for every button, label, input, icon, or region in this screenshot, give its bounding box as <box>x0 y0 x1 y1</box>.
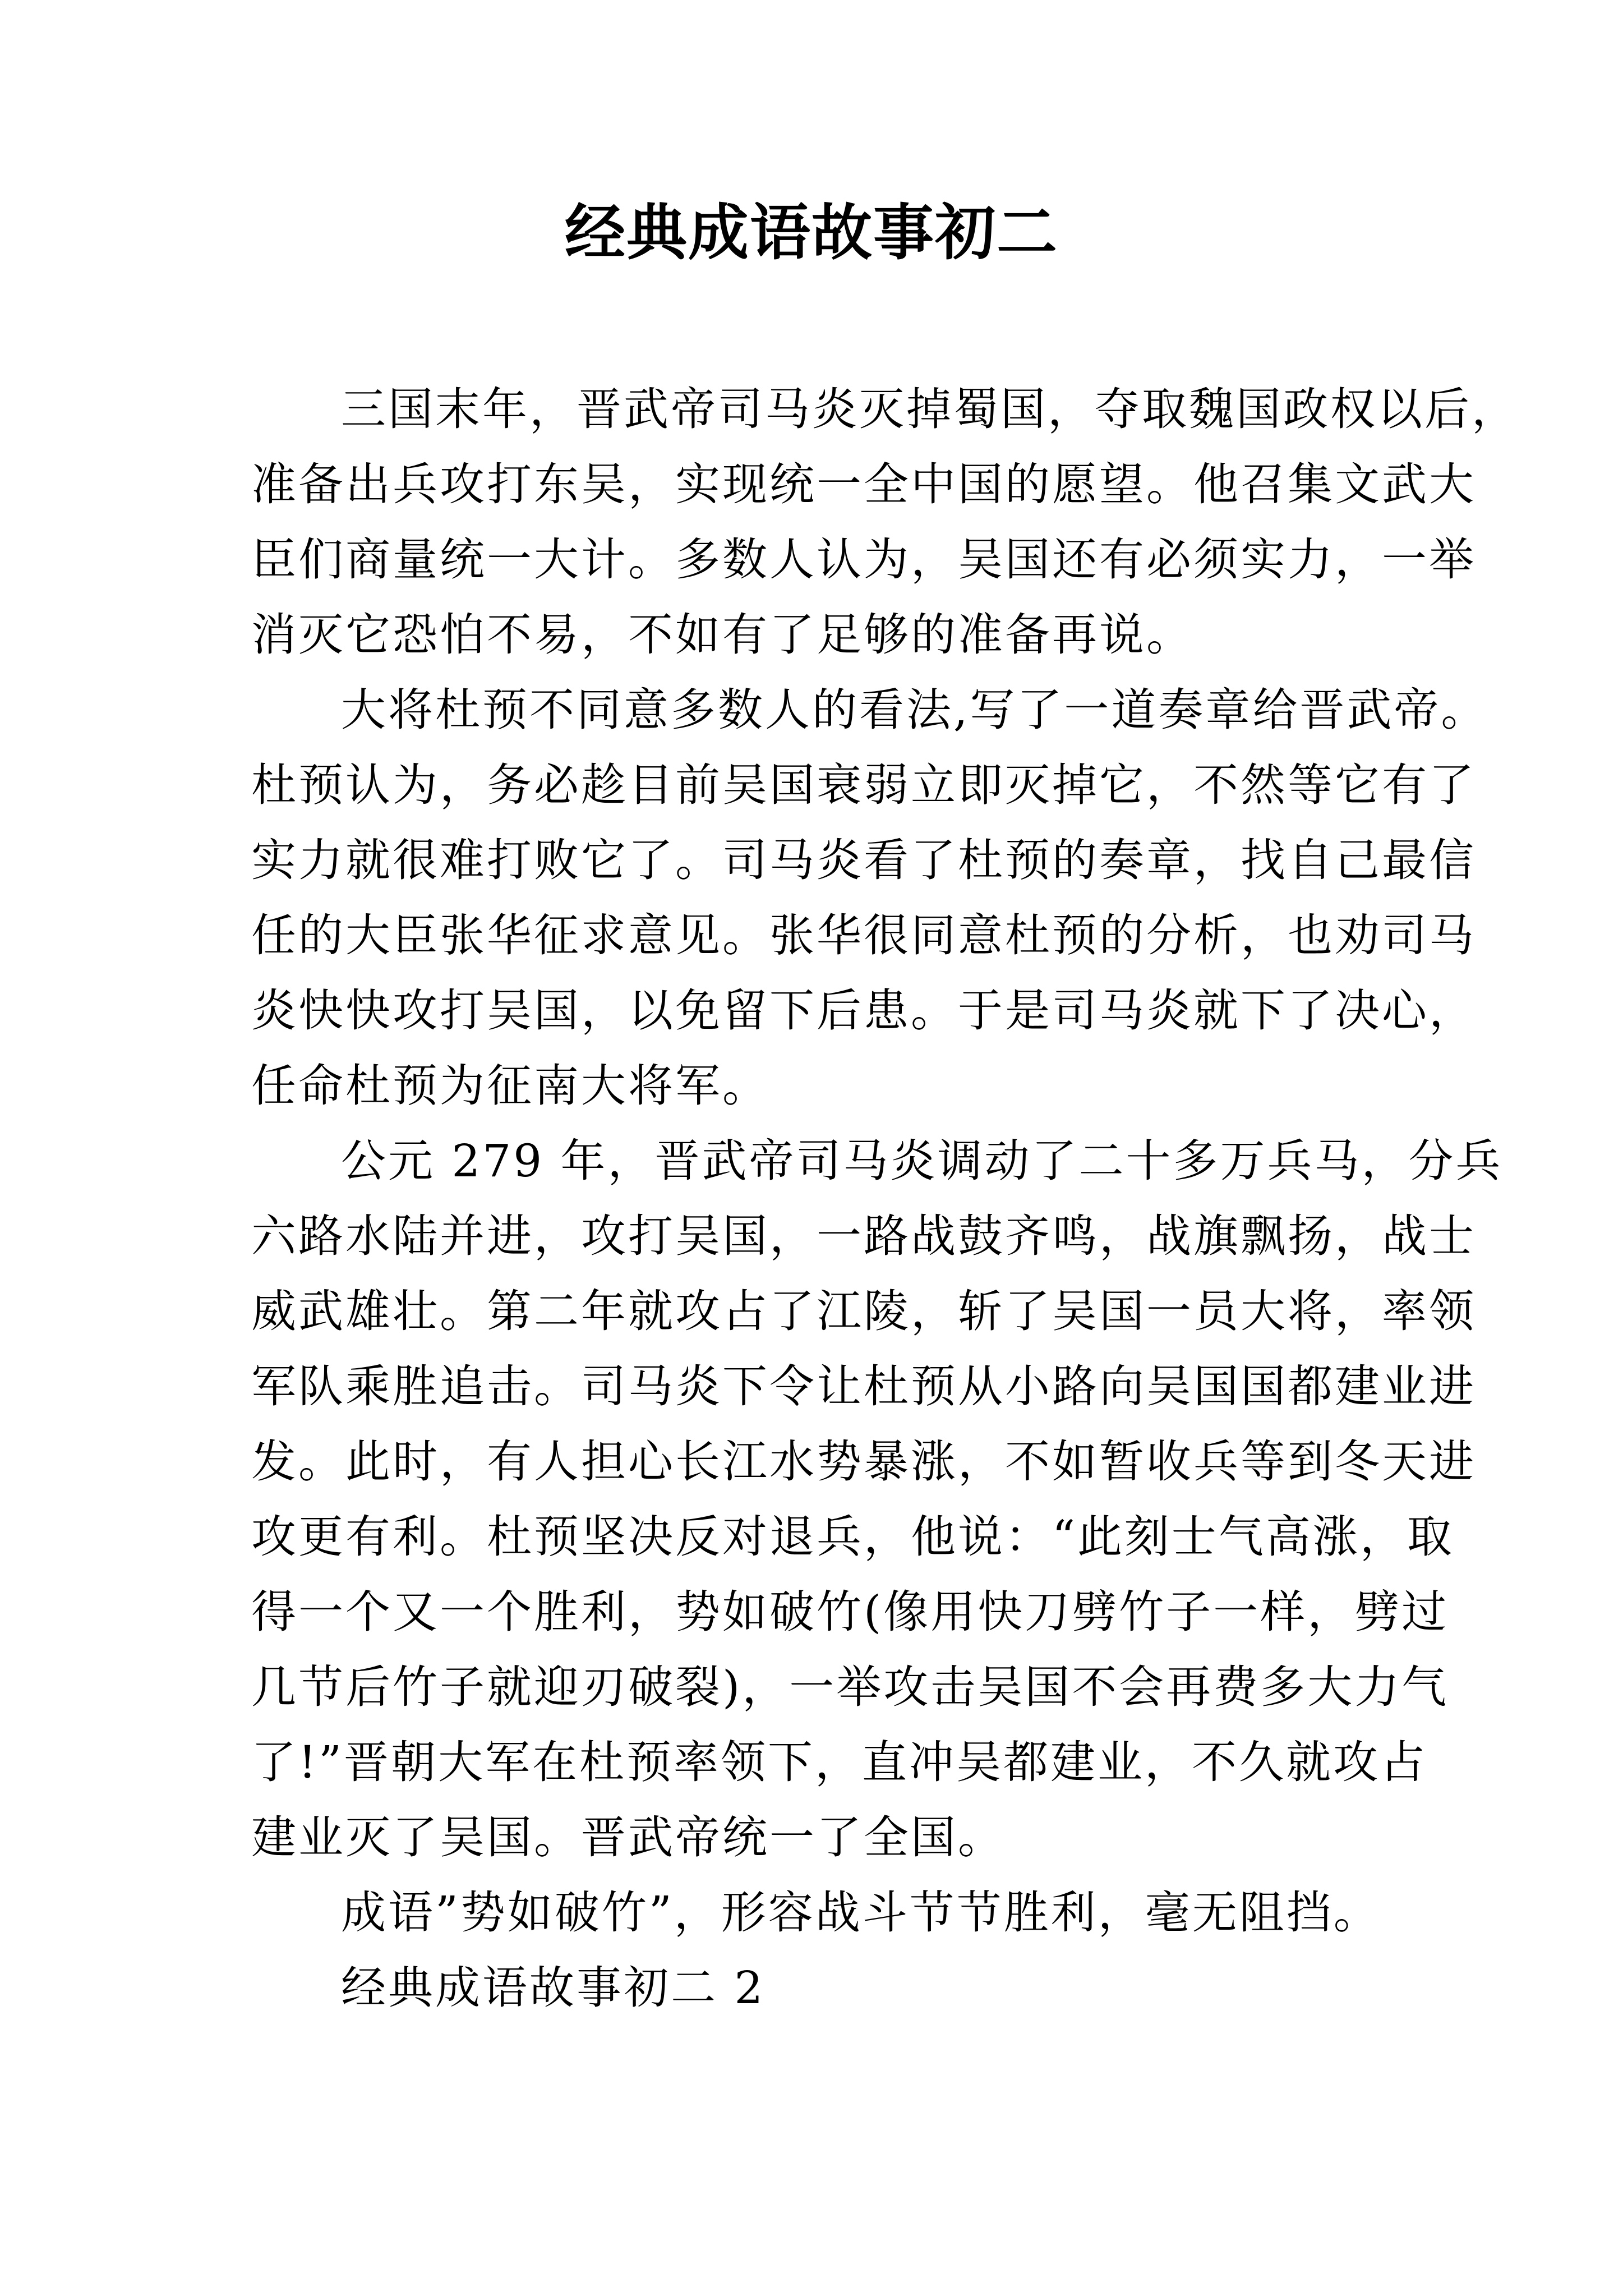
document-title: 经典成语故事初二 <box>564 197 1058 268</box>
paragraph-3-line-9: 了!”晋朝大军在杜预率领下，直冲吴都建业，不久就攻占 <box>251 1736 1428 1788</box>
paragraph-2-line-3: 实力就很难打败它了。司马炎看了杜预的奏章，找自己最信 <box>251 834 1476 886</box>
paragraph-4-line-1: 成语”势如破竹”，形容战斗节节胜利，毫无阻挡。 <box>341 1887 1381 1939</box>
paragraph-3-line-3: 威武雄壮。第二年就攻占了江陵，斩了吴国一员大将，率领 <box>251 1285 1476 1337</box>
paragraph-1-line-3: 臣们商量统一大计。多数人认为，吴国还有必须实力，一举 <box>251 533 1476 586</box>
section-heading: 经典成语故事初二 2 <box>341 1962 766 2014</box>
paragraph-2-line-2: 杜预认为，务必趁目前吴国衰弱立即灭掉它，不然等它有了 <box>251 759 1476 811</box>
paragraph-3-line-2: 六路水陆并进，攻打吴国，一路战鼓齐鸣，战旗飘扬，战士 <box>251 1210 1476 1262</box>
paragraph-2-line-5: 炎快快攻打吴国，以免留下后患。于是司马炎就下了决心， <box>251 984 1476 1037</box>
paragraph-3-line-4: 军队乘胜追击。司马炎下令让杜预从小路向吴国国都建业进 <box>251 1360 1476 1412</box>
paragraph-2-line-6: 任命杜预为征南大将军。 <box>251 1060 769 1112</box>
paragraph-1-line-4: 消灭它恐怕不易，不如有了足够的准备再说。 <box>251 609 1193 661</box>
paragraph-3-line-7: 得一个又一个胜利，势如破竹(像用快刀劈竹子一样，劈过 <box>251 1586 1449 1638</box>
paragraph-3-line-5: 发。此时，有人担心长江水势暴涨，不如暂收兵等到冬天进 <box>251 1435 1476 1488</box>
paragraph-3-line-1: 公元 279 年，晋武帝司马炎调动了二十多万兵马，分兵 <box>341 1135 1503 1187</box>
paragraph-3-line-10: 建业灭了吴国。晋武帝统一了全国。 <box>251 1811 1005 1864</box>
paragraph-1-line-1: 三国末年，晋武帝司马炎灭掉蜀国，夺取魏国政权以后， <box>341 383 1519 435</box>
paragraph-2-line-4: 任的大臣张华征求意见。张华很同意杜预的分析，也劝司马 <box>251 909 1476 961</box>
paragraph-2-line-1: 大将杜预不同意多数人的看法,写了一道奏章给晋武帝。 <box>341 684 1488 736</box>
paragraph-3-line-8: 几节后竹子就迎刃破裂)，一举攻击吴国不会再费多大力气 <box>251 1661 1449 1713</box>
paragraph-3-line-6: 攻更有利。杜预坚决反对退兵，他说：“此刻士气高涨，取 <box>251 1511 1454 1563</box>
paragraph-1-line-2: 准备出兵攻打东吴，实现统一全中国的愿望。他召集文武大 <box>251 458 1476 510</box>
